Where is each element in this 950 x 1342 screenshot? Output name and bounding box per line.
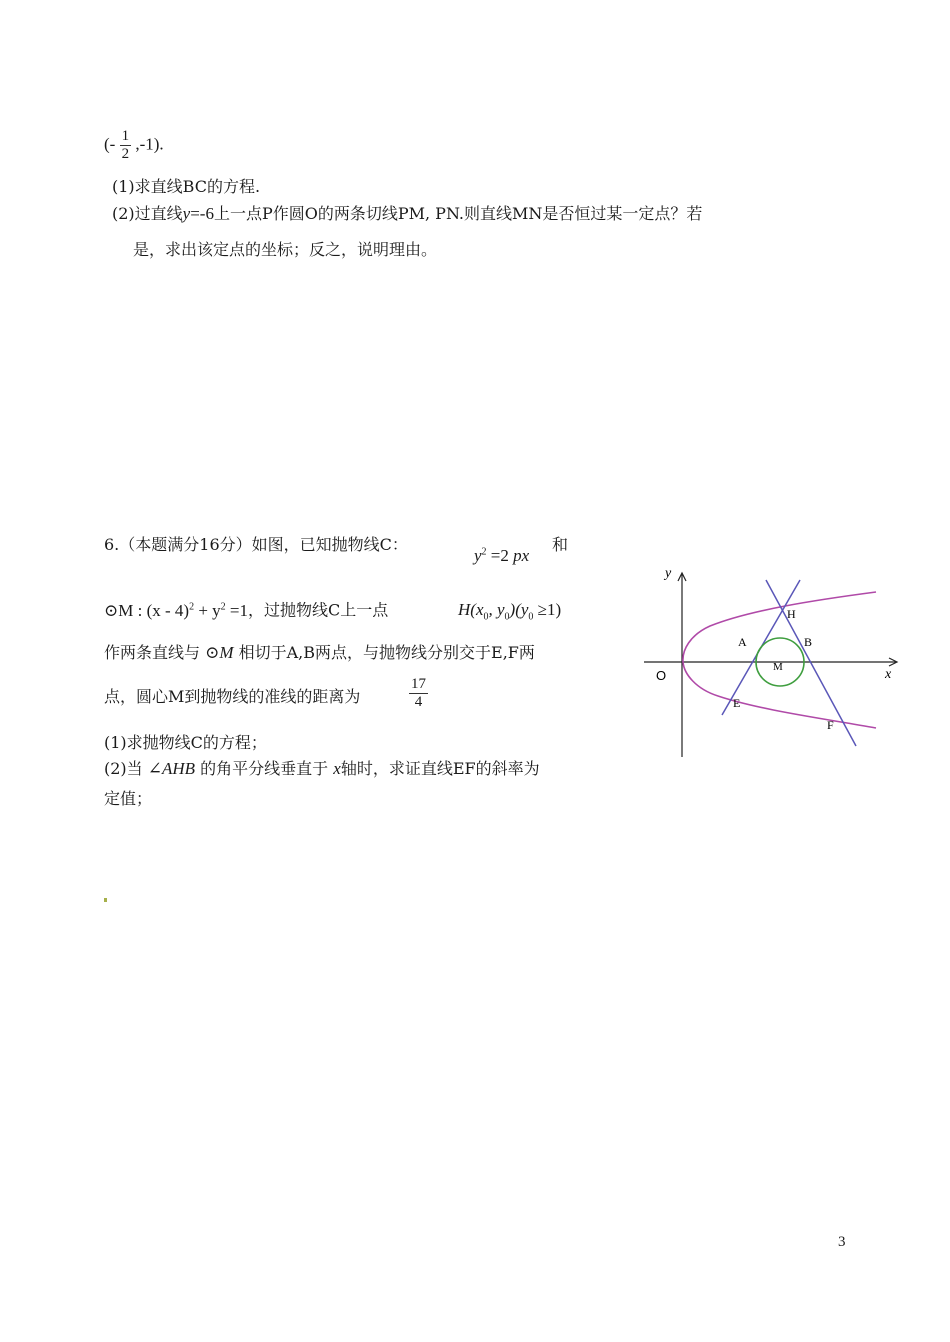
- label-m: M: [773, 661, 783, 673]
- stray-mark: [104, 898, 107, 902]
- fraction-one-half: $\frac{1}{2}$: [121, 128, 130, 162]
- problem6-line3: 作两条直线与 ⊙M 相切于A,B两点，与抛物线分别交于E,F两: [104, 643, 535, 662]
- circle-equation: ⊙M : $(x - 4)^2 + y^2 =1$: [104, 600, 249, 620]
- prev-question-1: (1)求直线BC的方程.: [112, 177, 261, 196]
- prev-question-2: (2)过直线y=-6上一点P作圆O的两条切线PM, PN.则直线MN是否恒过某一定点？若: [112, 204, 703, 223]
- label-a: A: [738, 635, 747, 649]
- problem6-question-1: (1)求抛物线C的方程；: [104, 733, 267, 752]
- problem6-intro: 6.（本题满分16分）如图，已知抛物线C：: [104, 535, 408, 554]
- problem6-line4: 点，圆心M到抛物线的准线的距离为: [104, 687, 361, 706]
- prev-question-2-line2: 是，求出该定点的坐标；反之，说明理由。: [133, 240, 438, 259]
- problem6-line2: ⊙M : $(x - 4)^2 + y^2 =1$，过抛物线C上一点: [104, 600, 389, 620]
- label-e: E: [733, 696, 741, 710]
- prev-point-line: (- $\frac{1}{2}$ ,-1).: [104, 128, 164, 162]
- label-origin: O: [656, 668, 667, 683]
- point-h-condition: $H(x_0$, $y_0)(y_0 \ge 1)$: [458, 600, 562, 623]
- parabola-equation: $y^2 =2$ px: [474, 546, 530, 565]
- word-and: 和: [552, 535, 569, 554]
- parabola-circle-figure: [640, 560, 910, 765]
- page-number: 3: [838, 1234, 846, 1250]
- problem6-question-2-line2: 定值；: [104, 789, 153, 808]
- fraction-seventeen-fourths: $\frac{17}{4}$: [411, 676, 426, 710]
- parabola-curve: [683, 592, 876, 728]
- problem6-question-2: (2)当 ∠AHB 的角平分线垂直于 x轴时，求证直线EF的斜率为: [104, 759, 540, 778]
- label-y: y: [665, 566, 672, 581]
- label-f: F: [827, 718, 834, 732]
- label-b: B: [804, 635, 813, 649]
- label-x: x: [885, 667, 892, 682]
- label-h: H: [787, 607, 796, 621]
